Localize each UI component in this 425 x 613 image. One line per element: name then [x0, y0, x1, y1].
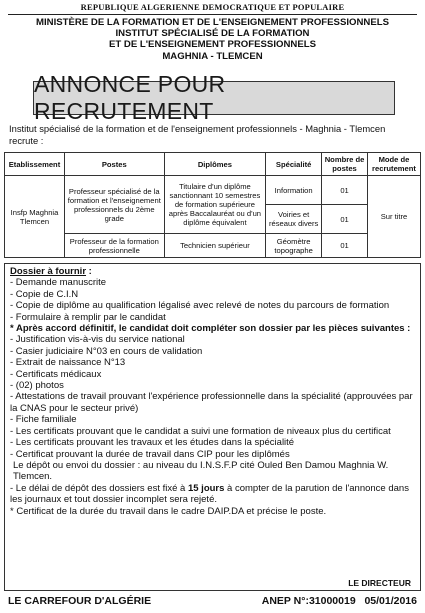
- table-row: [5, 234, 421, 258]
- list-item: - Copie de diplôme au qualification légalisé avec relevé de notes du parcours de formation: [10, 300, 390, 312]
- list-item: - (02) photos: [10, 380, 64, 392]
- deadline-notice: - Le délai de dépôt des dossiers est fixé à 15 jours à compter de la parution de l'annonce dans les journaux et tout dossier incomplet sera rejeté.: [10, 482, 409, 506]
- list-item: - Copie de C.I.N: [10, 288, 79, 300]
- newspaper-name: LE CARREFOUR D'ALGÉRIE: [8, 594, 152, 607]
- institute-name-line2: ET DE L'ENSEIGNEMENT PROFESSIONNELS: [109, 39, 316, 51]
- required-documents-box: [4, 263, 421, 591]
- deadline-days: 15 jours: [187, 482, 225, 494]
- list-item: - Justification vis-à-vis du service national: [10, 334, 185, 346]
- institute-name-line1: INSTITUT SPÉCIALISÉ DE LA FORMATION: [115, 28, 310, 40]
- header-mode-recrutement: Mode de recrutement: [367, 153, 420, 176]
- institution-header: [0, 17, 425, 62]
- publication-date: 05/01/2016: [364, 594, 417, 607]
- header-nombre-postes: Nombre de postes: [322, 153, 368, 176]
- cell-diplome-2: Technicien supérieur: [164, 234, 266, 258]
- cell-poste-1: Professeur spécialisé de la formation et l'enseignement professionnels du 2ème grade: [64, 176, 164, 234]
- intro-text: Institut spécialisé de la formation et de l'enseignement professionnels - Maghnia - Tlemcen recrute :: [9, 123, 386, 146]
- dossier-heading: Dossier à fournir :: [10, 266, 92, 277]
- cell-specialite-2: Voiries et réseaux divers: [266, 205, 322, 234]
- publication-footer: [0, 592, 425, 609]
- cell-diplome-1: Titulaire d'un diplôme sanctionnant 10 semestres de formation supérieure après Baccalauréat ou d'un diplôme équivalent: [164, 176, 266, 234]
- deposit-location: Le dépôt ou envoi du dossier : au niveau du I.N.S.F.P cité Ouled Ben Damou Maghnia W. Tlemcen.: [13, 459, 389, 483]
- list-item: - Les certificats prouvant que le candidat a suivi une formation de niveaux plus du certificat: [10, 425, 391, 437]
- certificate-notice: * Certificat de la durée du travail dans le cadre DAIP.DA et précise le poste.: [10, 505, 327, 517]
- ministry-name: MINISTÈRE DE LA FORMATION ET DE L'ENSEIGNEMENT PROFESSIONNELS: [35, 17, 389, 28]
- cell-nombre-2: 01: [322, 205, 368, 234]
- country-title: REPUBLIQUE ALGERIENNE DEMOCRATIQUE ET POPULAIRE: [80, 2, 345, 12]
- list-item: - Extrait de naissance N°13: [10, 357, 126, 369]
- top-divider: [8, 14, 417, 15]
- list-item: - Fiche familiale: [10, 414, 77, 426]
- list-item: - Demande manuscrite: [10, 277, 107, 289]
- list-item: - Certificat prouvant la durée de travail dans CIP pour les diplômés: [10, 448, 290, 460]
- cell-etablissement: Insfp Maghnia Tlemcen: [5, 176, 65, 258]
- dossier-title: Dossier à fournir: [10, 266, 87, 277]
- director-signature: LE DIRECTEUR: [348, 577, 411, 588]
- list-item: - Les certificats prouvant les travaux et les études dans la spécialité: [10, 437, 295, 449]
- cell-mode: Sur titre: [367, 176, 420, 258]
- list-item: - Casier judiciaire N°03 en cours de validation: [10, 345, 203, 357]
- header-diplomes: Diplômes: [164, 153, 266, 176]
- cell-specialite-1: Information: [266, 176, 322, 205]
- list-item: - Attestations de travail prouvant l'expérience professionnelle dans la spécialité (approuvées par la CNAS pour le secteur privé): [10, 391, 413, 414]
- header-specialite: Spécialité: [266, 153, 322, 176]
- list-item: - Formulaire à remplir par le candidat: [10, 311, 166, 323]
- positions-table: [4, 152, 421, 258]
- announcement-banner: ANNONCE POUR RECRUTEMENT: [33, 81, 395, 115]
- cell-poste-2: Professeur de la formation professionnelle: [64, 234, 164, 258]
- table-header-row: [5, 153, 421, 176]
- list-item: - Certificats médicaux: [10, 368, 102, 380]
- institute-location: MAGHNIA - TLEMCEN: [162, 50, 263, 62]
- footer-right: [262, 595, 417, 607]
- cell-specialite-3: Géomètre topographe: [266, 234, 322, 258]
- header-postes: Postes: [64, 153, 164, 176]
- cell-nombre-3: 01: [322, 234, 368, 258]
- anep-number: ANEP N°:31000019: [261, 594, 356, 607]
- table-row: [5, 176, 421, 205]
- cell-nombre-1: 01: [322, 176, 368, 205]
- complement-notice: * Après accord définitif, le candidat doit compléter son dossier par les pièces suivantes :: [10, 323, 411, 335]
- header-etablissement: Etablissement: [5, 153, 65, 176]
